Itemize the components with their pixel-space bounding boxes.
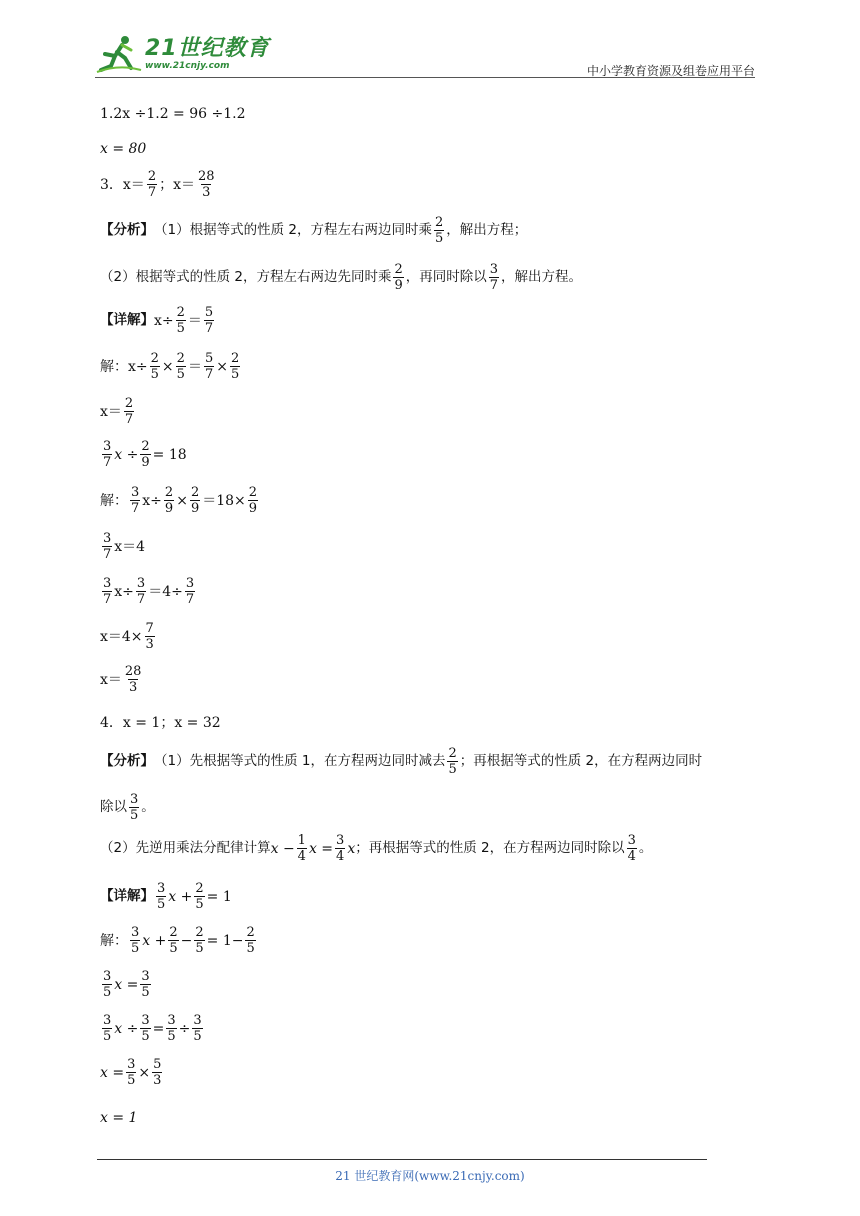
analysis-text: ；再根据等式的性质 2，在方程两边同时除以 xyxy=(355,839,625,856)
math-text: ＝ xyxy=(187,358,202,375)
math-text: ÷ xyxy=(178,1020,191,1037)
fraction: $\frac{28}{3}$ xyxy=(124,664,142,695)
runner-logo-icon xyxy=(95,34,143,74)
math-text: 解： xyxy=(100,932,128,949)
math-text: x÷ xyxy=(114,583,134,600)
footer-link[interactable]: 21 世纪教育网(www.21cnjy.com) xyxy=(335,1169,525,1183)
fraction: $\frac{1}{4}$ xyxy=(297,833,306,864)
analysis-text: ；再根据等式的性质 2，在方程两边同时 xyxy=(459,752,703,769)
solution-step xyxy=(100,1014,205,1043)
fraction: $\frac{5}{3}$ xyxy=(153,1057,162,1088)
fraction: $\frac{3}{5}$ xyxy=(127,1057,136,1088)
fraction: $\frac{2}{9}$ xyxy=(190,485,200,516)
math-text: x = xyxy=(114,976,139,993)
math-text: × xyxy=(138,1064,151,1081)
math-text: x＝4 xyxy=(114,538,146,555)
math-text: x÷ xyxy=(154,312,174,329)
answer-line-3 xyxy=(100,170,218,199)
fraction: $\frac{3}{7}$ xyxy=(103,576,112,607)
fraction: $\frac{2}{5}$ xyxy=(150,351,159,382)
analysis-line xyxy=(100,834,652,863)
fraction: $\frac{2}{9}$ xyxy=(394,262,403,293)
fraction: $\frac{7}{3}$ xyxy=(145,621,154,652)
math-text: x = 1 xyxy=(100,1110,138,1126)
solution-step xyxy=(100,665,144,694)
page-header xyxy=(95,34,755,78)
fraction: $\frac{2}{7}$ xyxy=(124,396,134,427)
math-text: x xyxy=(347,840,356,857)
math-text: = 1 xyxy=(206,888,232,905)
fraction: $\frac{2}{9}$ xyxy=(248,485,258,516)
math-text: × xyxy=(176,492,188,509)
solution-step xyxy=(100,440,187,469)
analysis-tag: 【分析】 xyxy=(100,221,154,238)
fraction: $\frac{28}{3}$ xyxy=(198,169,215,200)
analysis-text: ，解出方程。 xyxy=(501,268,583,285)
math-text: × xyxy=(216,358,228,375)
fraction: $\frac{2}{9}$ xyxy=(164,485,174,516)
equation-line xyxy=(100,142,146,156)
math-text: x＝ xyxy=(100,671,122,688)
analysis-text: 。 xyxy=(141,798,155,815)
fraction: $\frac{2}{5}$ xyxy=(448,746,457,777)
fraction: $\frac{3}{5}$ xyxy=(141,1013,150,1044)
fraction: $\frac{3}{5}$ xyxy=(103,1013,112,1044)
math-text: − xyxy=(180,932,193,949)
detail-tag: 【详解】 xyxy=(100,887,154,904)
fraction: $\frac{5}{7}$ xyxy=(204,305,214,336)
detail-line xyxy=(100,882,232,911)
math-text: x − xyxy=(270,840,295,857)
solution-step xyxy=(100,352,242,381)
analysis-line xyxy=(100,263,582,292)
math-text: = xyxy=(152,1020,165,1037)
fraction: $\frac{3}{7}$ xyxy=(489,262,499,293)
fraction: $\frac{3}{7}$ xyxy=(131,485,140,516)
solution-step xyxy=(100,397,136,426)
header-tagline: 中小学教育资源及组卷应用平台 xyxy=(586,64,755,78)
math-text: = 18 xyxy=(152,446,187,463)
analysis-text: 除以 xyxy=(100,798,127,815)
solution-step xyxy=(100,1111,137,1125)
math-text: x ÷ xyxy=(114,1020,139,1037)
fraction: $\frac{5}{7}$ xyxy=(204,351,214,382)
analysis-text: （1）根据等式的性质 2，方程左右两边同时乘 xyxy=(154,221,432,238)
separator: ；x＝ xyxy=(159,176,195,193)
fraction: $\frac{2}{7}$ xyxy=(147,169,157,200)
math-text: ＝4÷ xyxy=(148,583,183,600)
math-text: x + xyxy=(142,932,167,949)
analysis-line xyxy=(100,216,527,245)
fraction: $\frac{3}{5}$ xyxy=(103,969,112,1000)
analysis-text: ，解出方程； xyxy=(446,221,528,238)
fraction: $\frac{3}{7}$ xyxy=(103,439,112,470)
analysis-text: （2）根据等式的性质 2，方程左右两边先同时乘 xyxy=(100,268,392,285)
site-logo[interactable] xyxy=(95,34,270,74)
fraction: $\frac{2}{5}$ xyxy=(176,351,185,382)
footer-divider xyxy=(97,1159,707,1160)
math-text: x ÷ xyxy=(114,446,139,463)
fraction: $\frac{3}{5}$ xyxy=(130,792,139,823)
fraction: $\frac{3}{4}$ xyxy=(336,833,345,864)
analysis-line xyxy=(100,747,702,776)
solution-step xyxy=(100,622,157,651)
math-text: x = xyxy=(100,1064,125,1081)
solution-step xyxy=(100,532,145,561)
fraction: $\frac{2}{5}$ xyxy=(246,925,255,956)
solution-step xyxy=(100,926,258,955)
fraction: $\frac{3}{7}$ xyxy=(136,576,146,607)
fraction: $\frac{3}{7}$ xyxy=(103,531,112,562)
math-text: × xyxy=(161,358,174,375)
fraction: $\frac{2}{9}$ xyxy=(141,439,150,470)
question-number: 3．x＝ xyxy=(100,176,145,193)
answer-line-4 xyxy=(100,716,221,730)
math-text: ＝ xyxy=(187,312,202,329)
fraction: $\frac{2}{5}$ xyxy=(434,215,444,246)
fraction: $\frac{2}{5}$ xyxy=(195,881,204,912)
analysis-tag: 【分析】 xyxy=(100,752,154,769)
fraction: $\frac{2}{5}$ xyxy=(195,925,204,956)
fraction: $\frac{2}{5}$ xyxy=(169,925,178,956)
equation-text: 1.2x ÷1.2 = 96 ÷1.2 xyxy=(100,106,246,122)
fraction: $\frac{2}{5}$ xyxy=(176,305,185,336)
analysis-line xyxy=(100,793,155,822)
logo-url: www.21cnjy.com xyxy=(145,61,230,71)
solution-step xyxy=(100,577,197,606)
solution-step xyxy=(100,1058,164,1087)
math-text: 解：x÷ xyxy=(100,358,148,375)
math-text: x＝4× xyxy=(100,628,143,645)
math-text: x + xyxy=(168,888,193,905)
header-divider xyxy=(95,77,755,78)
equation-text: x = 80 xyxy=(100,141,147,157)
math-text: x÷ xyxy=(142,492,162,509)
fraction: $\frac{3}{7}$ xyxy=(185,576,195,607)
detail-tag: 【详解】 xyxy=(100,311,154,328)
logo-title: 21世纪教育 xyxy=(145,36,270,61)
math-text: x = xyxy=(308,840,334,857)
math-text: = 1− xyxy=(206,932,244,949)
fraction: $\frac{2}{5}$ xyxy=(230,351,240,382)
equation-line xyxy=(100,107,246,121)
fraction: $\frac{3}{5}$ xyxy=(157,881,166,912)
solution-step xyxy=(100,970,153,999)
analysis-text: ，再同时除以 xyxy=(405,268,487,285)
fraction: $\frac{3}{5}$ xyxy=(193,1013,202,1044)
detail-line xyxy=(100,306,216,335)
question-number: 4．x = 1；x = 32 xyxy=(100,715,221,731)
analysis-text: （1）先根据等式的性质 1，在方程两边同时减去 xyxy=(154,752,446,769)
analysis-text: （2）先逆用乘法分配律计算 xyxy=(100,839,271,856)
solution-step xyxy=(100,486,260,515)
math-text: 解： xyxy=(100,492,128,509)
fraction: $\frac{3}{4}$ xyxy=(627,833,636,864)
fraction: $\frac{3}{5}$ xyxy=(167,1013,176,1044)
fraction: $\frac{3}{5}$ xyxy=(131,925,140,956)
math-text: ＝18× xyxy=(202,492,246,509)
analysis-text: 。 xyxy=(638,839,653,856)
fraction: $\frac{3}{5}$ xyxy=(141,969,150,1000)
math-text: x＝ xyxy=(100,403,122,420)
